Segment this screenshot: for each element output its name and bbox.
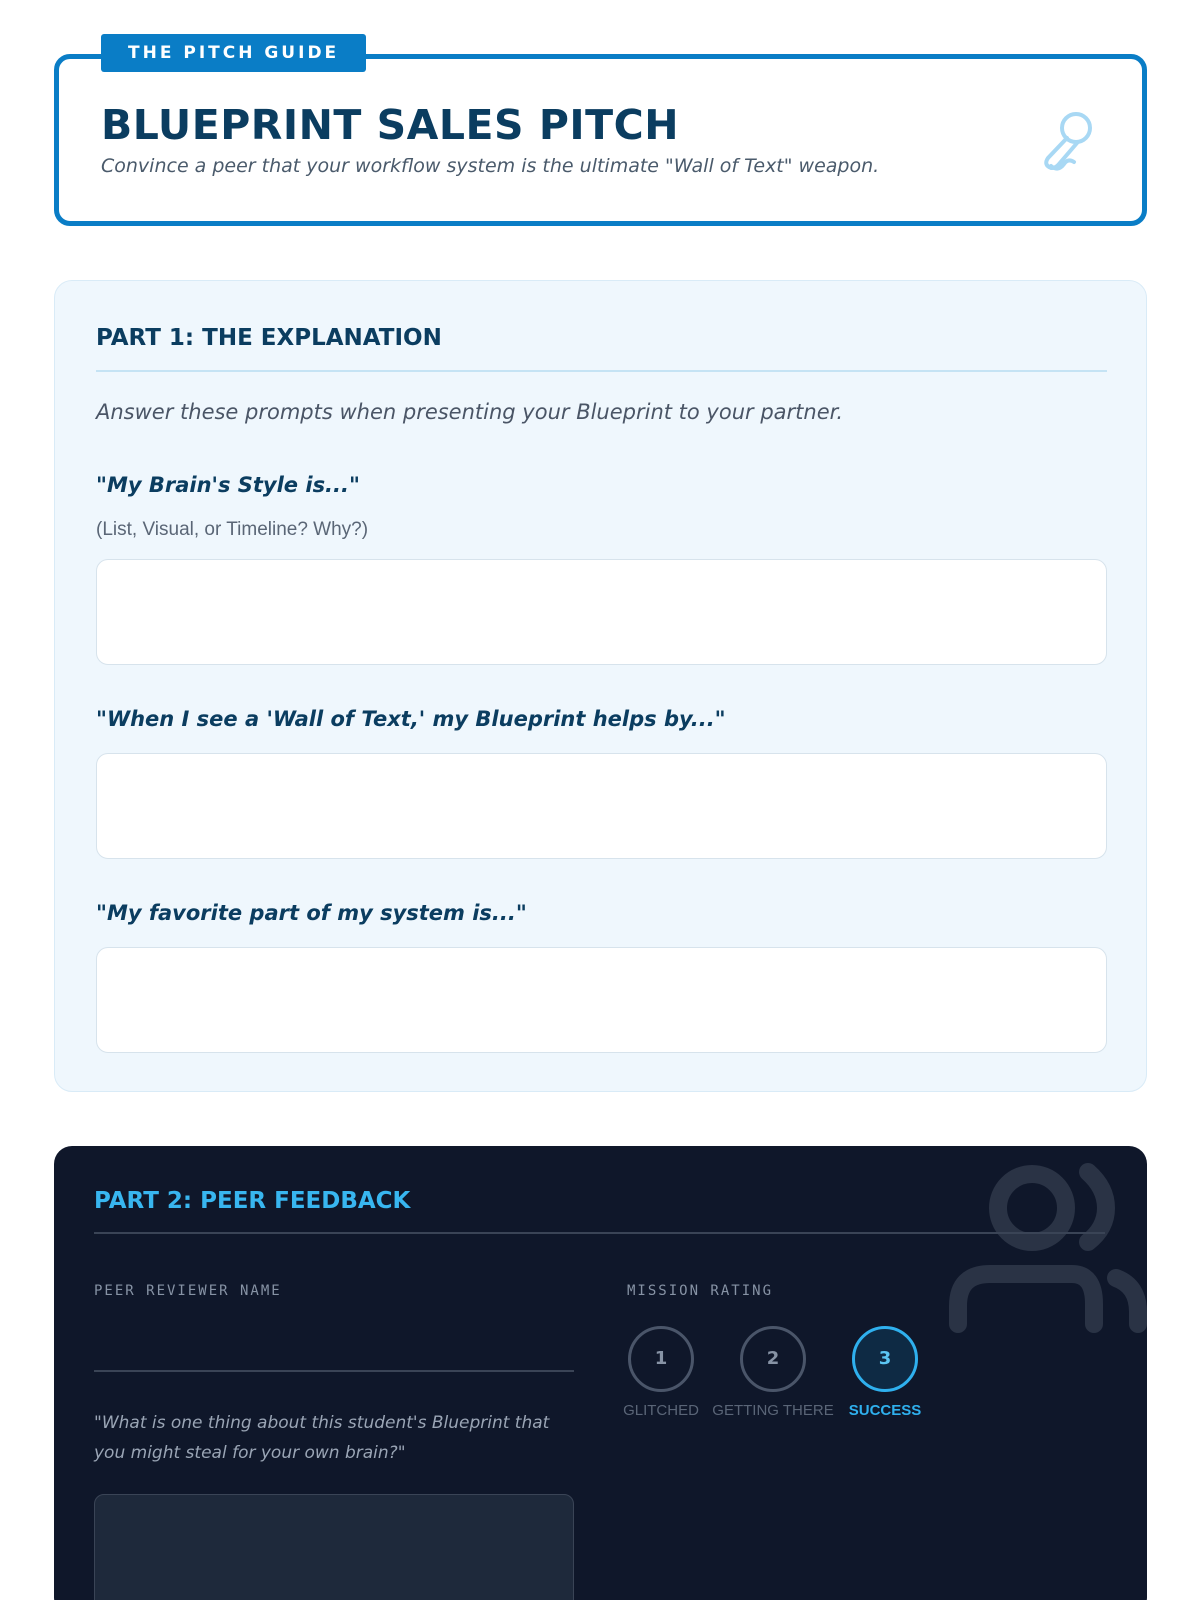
part2-section bbox=[54, 1146, 1147, 1600]
part2-divider bbox=[94, 1232, 1105, 1234]
rating-option-glitched[interactable] bbox=[596, 1326, 726, 1419]
rating-option-getting-there[interactable] bbox=[708, 1326, 838, 1419]
reviewer-name-input[interactable] bbox=[94, 1326, 574, 1372]
part1-heading: PART 1: THE EXPLANATION bbox=[96, 325, 442, 351]
rating-label: GETTING THERE bbox=[712, 1402, 834, 1419]
prompt-brain-style-hint: (List, Visual, or Timeline? Why?) bbox=[96, 519, 369, 540]
rating-option-success[interactable] bbox=[820, 1326, 950, 1419]
favorite-part-answer-field[interactable] bbox=[96, 947, 1107, 1053]
rating-label: SUCCESS bbox=[848, 1402, 922, 1419]
header-tag: THE PITCH GUIDE bbox=[101, 34, 366, 72]
microphone-icon bbox=[1040, 106, 1102, 174]
users-icon bbox=[938, 1154, 1147, 1344]
wall-of-text-answer-field[interactable] bbox=[96, 753, 1107, 859]
rating-circle: 2 bbox=[740, 1326, 806, 1392]
page-title: BLUEPRINT SALES PITCH bbox=[101, 101, 680, 149]
part1-section bbox=[54, 280, 1147, 1092]
part2-heading: PART 2: PEER FEEDBACK bbox=[94, 1188, 411, 1214]
rating-label: GLITCHED bbox=[623, 1402, 699, 1419]
reviewer-name-label: PEER REVIEWER NAME bbox=[94, 1283, 282, 1299]
page-subtitle: Convince a peer that your workflow system is the ultimate "Wall of Text" weapon. bbox=[101, 155, 880, 177]
rating-circle: 1 bbox=[628, 1326, 694, 1392]
part1-divider bbox=[96, 370, 1107, 372]
prompt-brain-style-label: "My Brain's Style is..." bbox=[96, 473, 360, 497]
prompt-favorite-part-label: "My favorite part of my system is..." bbox=[96, 901, 527, 925]
feedback-question: "What is one thing about this student's Blueprint that you might steal for your own brain?" bbox=[94, 1413, 550, 1463]
feedback-answer-field[interactable] bbox=[94, 1494, 574, 1600]
mission-rating-label: MISSION RATING bbox=[627, 1283, 774, 1299]
prompt-wall-of-text-label: "When I see a 'Wall of Text,' my Blueprint helps by..." bbox=[96, 707, 726, 731]
brain-style-answer-field[interactable] bbox=[96, 559, 1107, 665]
part1-intro: Answer these prompts when presenting your Blueprint to your partner. bbox=[96, 400, 844, 424]
rating-circle: 3 bbox=[852, 1326, 918, 1392]
